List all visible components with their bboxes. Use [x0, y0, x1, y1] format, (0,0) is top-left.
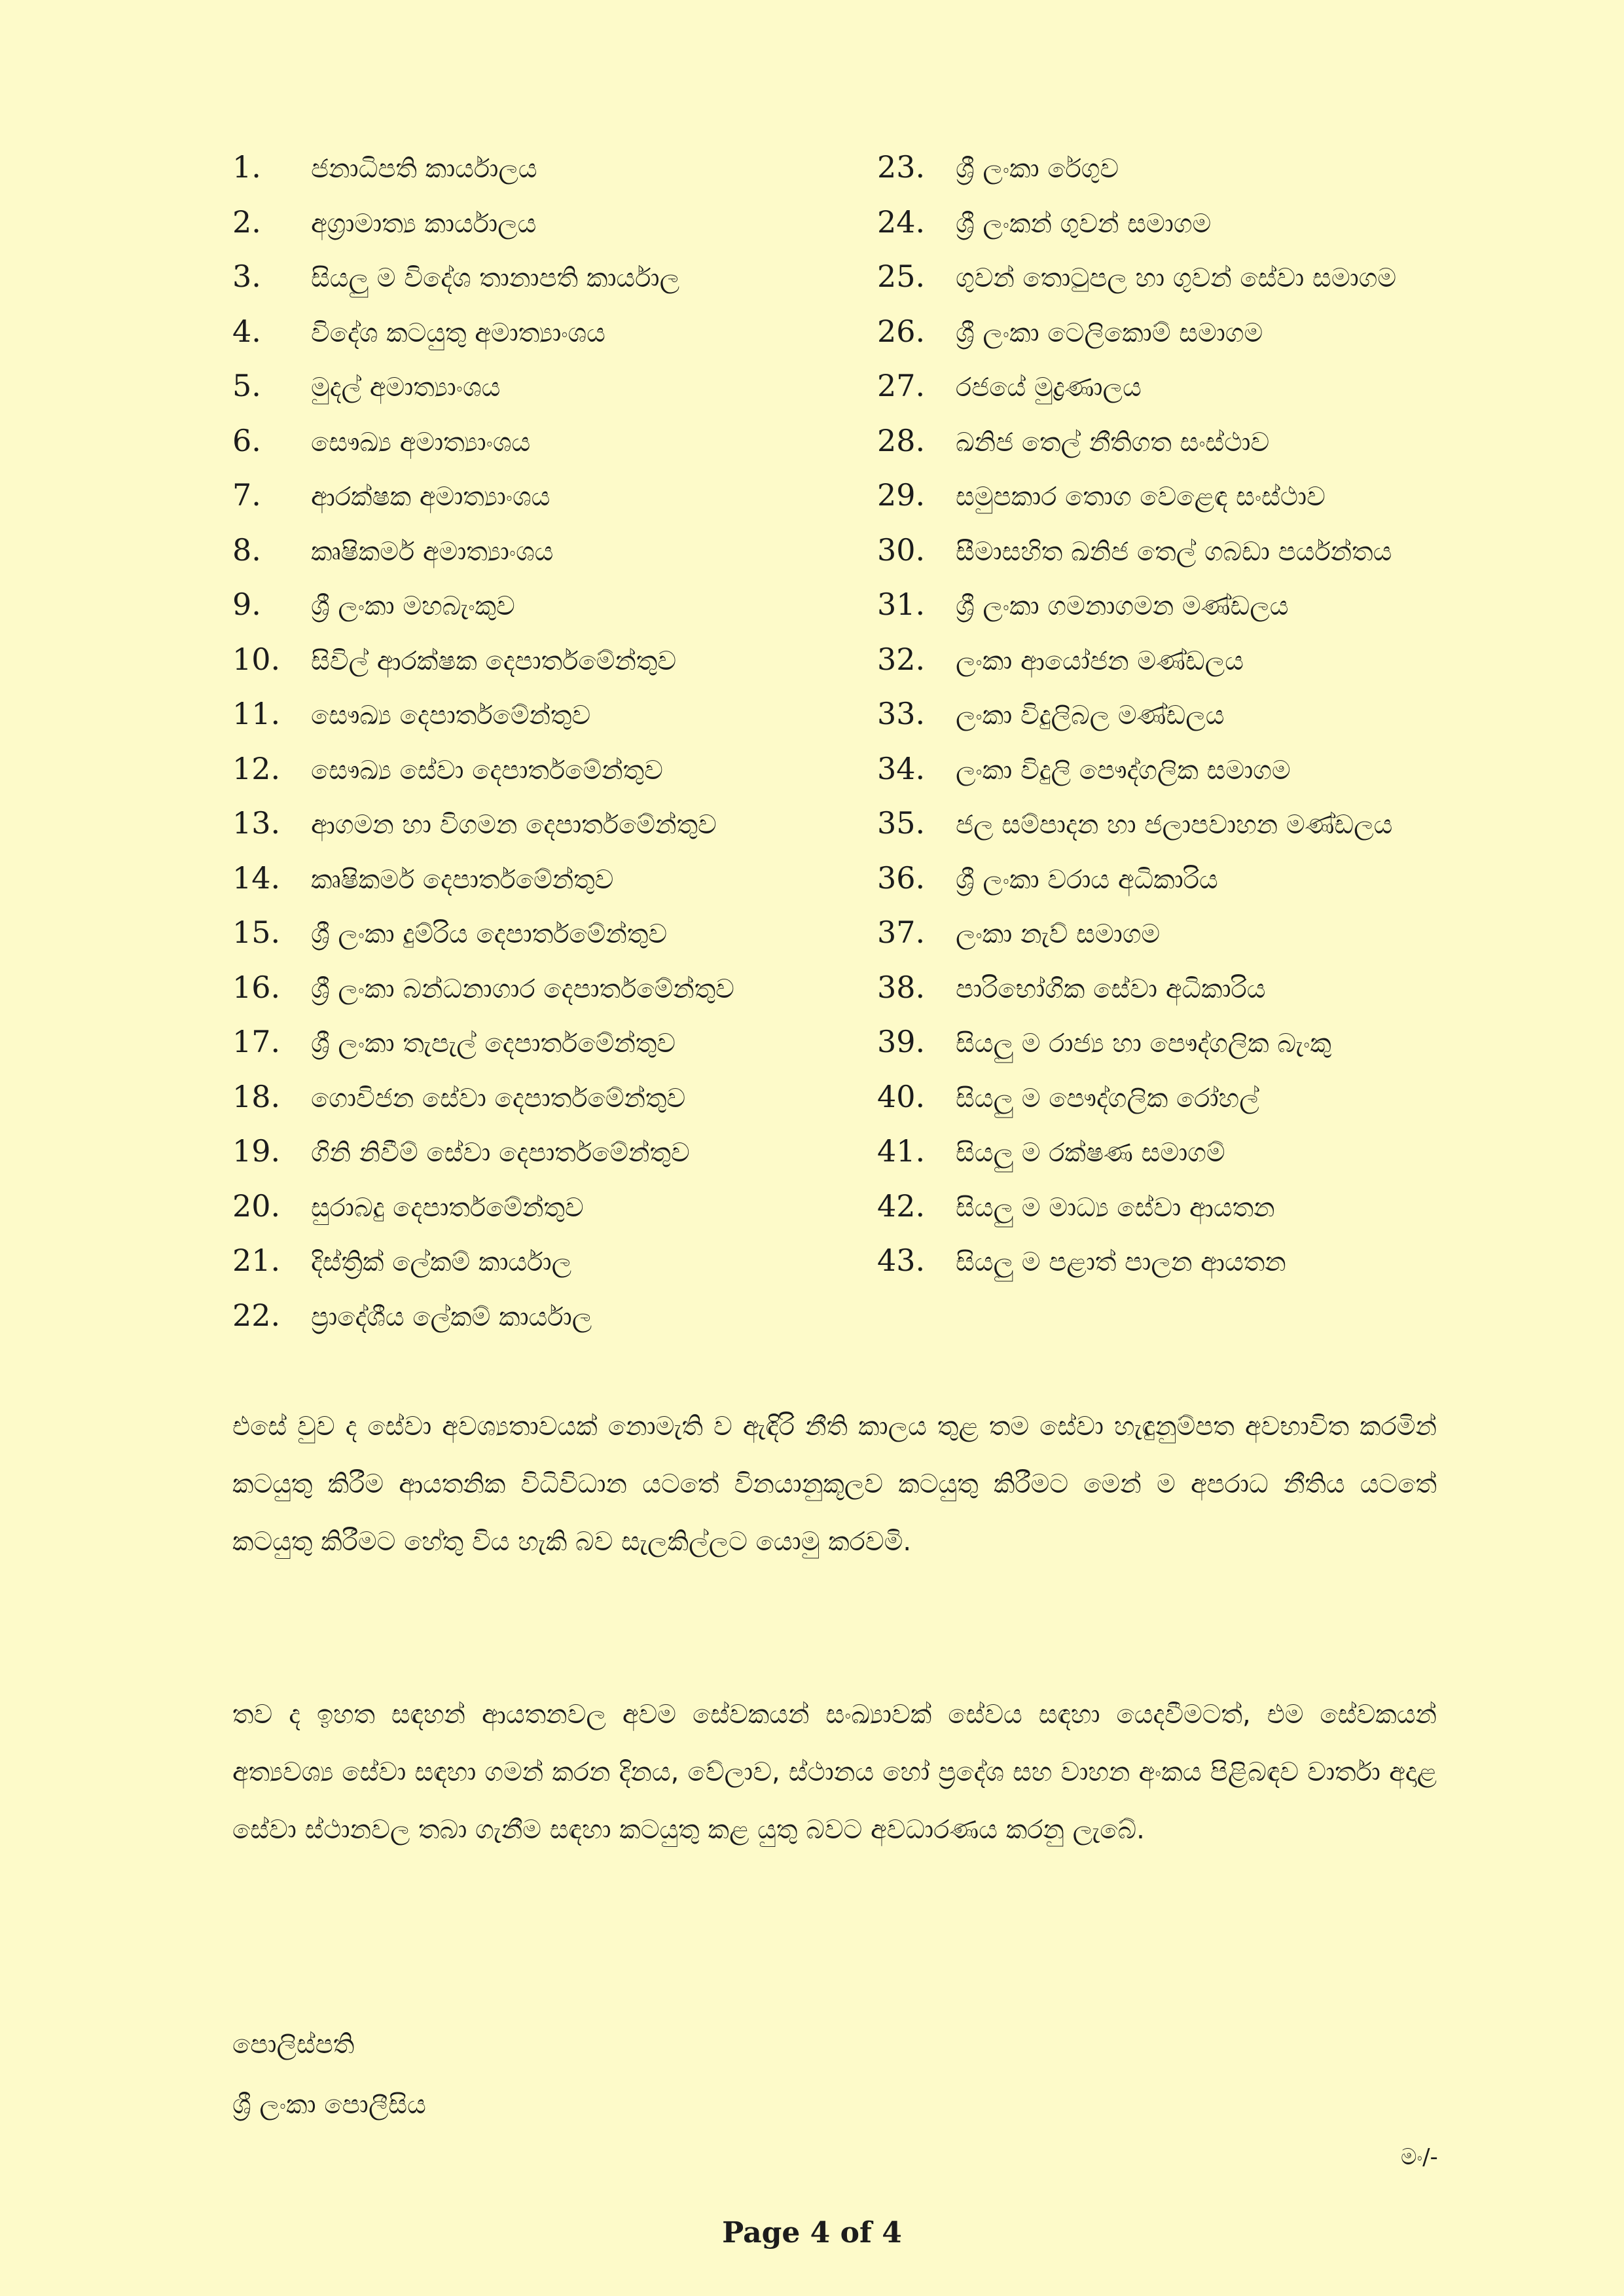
- list-item-text: විදේශ කටයුතු අමාත්‍යාංශය: [311, 318, 605, 348]
- list-item-number: 10.: [232, 641, 281, 677]
- list-item-number: 30.: [877, 532, 926, 568]
- list-item: [877, 805, 1532, 860]
- list-item: [232, 915, 887, 970]
- list-item: [232, 1024, 887, 1079]
- list-item-number: 1.: [232, 149, 261, 185]
- list-item-number: 8.: [232, 532, 261, 568]
- list-item-number: 9.: [232, 587, 261, 622]
- list-item: [877, 204, 1532, 259]
- list-item-number: 7.: [232, 477, 261, 513]
- list-item-text: අග්‍රාමාත්‍ය කාර්යාලය: [311, 208, 537, 239]
- list-item-text: ආගමන හා විගමන දෙපාර්තමේන්තුව: [311, 810, 717, 840]
- list-item-text: ශ්‍රී ලංකා මහබැංකුව: [311, 591, 515, 621]
- list-item: [232, 1188, 887, 1243]
- institution-list-right: [877, 149, 1532, 1298]
- list-item-number: 24.: [877, 204, 926, 240]
- institution-list-left: [232, 149, 887, 1352]
- list-item-number: 12.: [232, 750, 281, 786]
- list-item-text: පාරිභෝගික සේවා අධිකාරිය: [956, 974, 1266, 1004]
- list-item-text: ජල සම්පාදන හා ජලාපවාහන මණ්ඩලය: [956, 810, 1393, 840]
- list-item-text: සෞඛ්‍ය අමාත්‍යාංශය: [311, 427, 531, 458]
- list-item: [877, 1079, 1532, 1134]
- list-item: [877, 314, 1532, 369]
- list-item-text: ශ්‍රී ලංකා වරාය අධිකාරිය: [956, 864, 1218, 895]
- list-item: [877, 751, 1532, 806]
- list-item-number: 39.: [877, 1024, 926, 1059]
- list-item-number: 22.: [232, 1297, 281, 1333]
- list-item-number: 5.: [232, 368, 261, 403]
- list-item-number: 13.: [232, 805, 281, 841]
- list-item-number: 25.: [877, 259, 926, 294]
- list-item: [877, 149, 1532, 204]
- list-item-number: 34.: [877, 750, 926, 786]
- list-item: [232, 149, 887, 204]
- list-item: [232, 532, 887, 587]
- list-item: [877, 477, 1532, 532]
- list-item-text: ගිනි නිවීම් සේවා දෙපාර්තමේන්තුව: [311, 1138, 690, 1168]
- list-item-text: සමුපකාර තොග වෙළෙඳ සංස්ථාව: [956, 482, 1326, 512]
- list-item: [232, 587, 887, 642]
- notice-paragraph-1: එසේ වුව ද සේවා අවශ්‍යතාවයක් නොමැති ව ඇඳිරි නීති කාලය තුළ තම සේවා හැඳුනුම්පත අවභාවිත කරමින් කටයුතු කිරීම ආයතනික විධිවිධාන යටතේ විනයානුකූලව කටයුතු කිරීමට මෙන් ම අපරාධ නීතිය යටතේ කටයුතු කිරීමට හේතු විය හැකි බව සැලකිල්ලට යොමු කරවමි.: [232, 1412, 1437, 1557]
- list-item-text: ශ්‍රී ලංකා ගමනාගමන මණ්ඩලය: [956, 591, 1289, 621]
- list-item: [877, 696, 1532, 751]
- list-item: [877, 642, 1532, 697]
- list-item-text: ශ්‍රී ලංකා දුම්රිය දෙපාර්තමේන්තුව: [311, 919, 668, 949]
- list-item: [232, 204, 887, 259]
- list-item: [232, 860, 887, 915]
- list-item: [877, 1024, 1532, 1079]
- list-item-number: 32.: [877, 641, 926, 677]
- list-item-number: 2.: [232, 204, 261, 240]
- list-item-text: ලංකා නැව් සමාගම: [956, 919, 1161, 949]
- list-item-text: සෞඛ්‍ය දෙපාර්තමේන්තුව: [311, 701, 591, 731]
- list-item: [877, 259, 1532, 314]
- list-item-number: 4.: [232, 313, 261, 349]
- list-item: [877, 1243, 1532, 1298]
- list-item: [232, 642, 887, 697]
- list-item-number: 36.: [877, 860, 926, 896]
- list-item-text: දිස්ත්‍රික් ලේකම් කාර්යාල: [311, 1247, 572, 1277]
- list-item: [877, 1188, 1532, 1243]
- list-item-text: සෞඛ්‍ය සේවා දෙපාර්තමේන්තුව: [311, 755, 663, 786]
- list-item-text: ප්‍රාදේශීය ලේකම් කාර්යාල: [311, 1302, 592, 1332]
- list-item-number: 11.: [232, 696, 281, 731]
- list-item: [232, 423, 887, 478]
- list-item-text: ශ්‍රී ලංකා තැපැල් දෙපාර්තමේන්තුව: [311, 1029, 676, 1059]
- list-item-text: ලංකා විදුලිබල මණ්ඩලය: [956, 701, 1225, 731]
- list-item-number: 6.: [232, 422, 261, 458]
- list-item-number: 3.: [232, 259, 261, 294]
- list-item-text: ලංකා විදුලි පෞද්ගලික සමාගම: [956, 755, 1291, 786]
- list-item: [232, 1133, 887, 1188]
- list-item-number: 23.: [877, 149, 926, 185]
- list-item-text: සියලු ම පෞද්ගලික රෝහල්: [956, 1083, 1259, 1114]
- list-item: [232, 314, 887, 369]
- list-item-text: සියලු ම මාධ්‍ය සේවා ආයතන: [956, 1192, 1275, 1223]
- list-item-number: 21.: [232, 1243, 281, 1278]
- list-item-number: 27.: [877, 368, 926, 403]
- list-item-number: 35.: [877, 805, 926, 841]
- list-item-text: ජනාධිපති කාර්යාලය: [311, 154, 537, 184]
- initials-mark: මං/-: [1401, 2144, 1438, 2170]
- list-item-text: ශ්‍රී ලංකන් ගුවන් සමාගම: [956, 208, 1212, 239]
- list-item-text: සීමාසහිත ඛනිජ තෙල් ගබඩා පර්යන්තය: [956, 536, 1392, 567]
- list-item-number: 14.: [232, 860, 281, 896]
- signatory-title: පොලිස්පති: [232, 2030, 355, 2060]
- list-item: [232, 970, 887, 1025]
- list-item-number: 16.: [232, 969, 281, 1005]
- list-item-text: ලංකා ආයෝජන මණ්ඩලය: [956, 646, 1244, 676]
- list-item-text: ශ්‍රී ලංකා ටෙලිකොම් සමාගම: [956, 318, 1263, 348]
- list-item-text: ඛනිජ තෙල් නීතිගත සංස්ථාව: [956, 427, 1270, 458]
- list-item: [877, 368, 1532, 423]
- list-item-text: කෘෂිකර්ම දෙපාර්තමේන්තුව: [311, 864, 614, 895]
- list-item: [877, 532, 1532, 587]
- list-item-number: 37.: [877, 915, 926, 950]
- list-item-text: ආරක්ෂක අමාත්‍යාංශය: [311, 482, 550, 512]
- list-item-number: 28.: [877, 422, 926, 458]
- list-item: [877, 970, 1532, 1025]
- list-item-number: 33.: [877, 696, 926, 731]
- list-item: [877, 915, 1532, 970]
- signatory-organization: ශ්‍රී ලංකා පොලීසිය: [232, 2090, 426, 2120]
- list-item: [232, 259, 887, 314]
- list-item: [232, 1079, 887, 1134]
- page-number-footer: Page 4 of 4: [722, 2216, 902, 2250]
- list-item-text: සියලු ම රාජ්‍ය හා පෞද්ගලික බැංකු: [956, 1029, 1331, 1059]
- list-item: [877, 423, 1532, 478]
- list-item-text: ශ්‍රී ලංකා රේගුව: [956, 154, 1119, 184]
- list-item-number: 38.: [877, 969, 926, 1005]
- list-item: [232, 368, 887, 423]
- list-item-number: 42.: [877, 1188, 926, 1224]
- list-item-text: ශ්‍රී ලංකා බන්ධනාගාර දෙපාර්තමේන්තුව: [311, 974, 734, 1004]
- list-item: [232, 696, 887, 751]
- list-item-number: 40.: [877, 1078, 926, 1114]
- list-item-number: 31.: [877, 587, 926, 622]
- list-item-text: සිවිල් ආරක්ෂක දෙපාර්තමේන්තුව: [311, 646, 677, 676]
- list-item-number: 17.: [232, 1024, 281, 1059]
- list-item-number: 15.: [232, 915, 281, 950]
- list-item-text: රජයේ මුද්‍රණාලය: [956, 373, 1142, 403]
- list-item-number: 18.: [232, 1078, 281, 1114]
- list-item-text: කෘෂිකර්ම අමාත්‍යාංශය: [311, 536, 554, 567]
- list-item-number: 26.: [877, 313, 926, 349]
- list-item-number: 19.: [232, 1133, 281, 1169]
- list-item-number: 43.: [877, 1243, 926, 1278]
- list-item: [877, 1133, 1532, 1188]
- notice-paragraph-2: තව ද ඉහත සඳහන් ආයතනවල අවම සේවකයන් සංඛ්‍යාවක් සේවය සඳහා යෙදවීමටත්, එම සේවකයන් අත්‍යවශ්‍ය සේවා සඳහා ගමන් කරන දිනය, වේලාව, ස්ථානය හෝ ප්‍රදේශ සහ වාහන අංකය පිළිබඳව වාර්තා අදාළ සේවා ස්ථානවල තබා ගැනීම සඳහා කටයුතු කළ යුතු බවට අවධාරණය කරනු ලැබේ.: [232, 1700, 1437, 1845]
- list-item-text: සියලු ම විදේශ තානාපති කාර්යාල: [311, 263, 680, 293]
- list-item: [232, 1298, 887, 1353]
- list-item-text: සුරාබදු දෙපාර්තමේන්තුව: [311, 1192, 584, 1223]
- list-item-text: මුදල් අමාත්‍යාංශය: [311, 373, 501, 403]
- list-item-number: 41.: [877, 1133, 926, 1169]
- list-item-number: 29.: [877, 477, 926, 513]
- list-item-number: 20.: [232, 1188, 281, 1224]
- list-item: [232, 751, 887, 806]
- list-item: [232, 477, 887, 532]
- list-item-text: ගොවිජන සේවා දෙපාර්තමේන්තුව: [311, 1083, 686, 1114]
- list-item: [877, 587, 1532, 642]
- list-item: [232, 1243, 887, 1298]
- list-item-text: සියලු ම රක්ෂණ සමාගම්: [956, 1138, 1225, 1168]
- list-item: [232, 805, 887, 860]
- list-item: [877, 860, 1532, 915]
- list-item-text: සියලු ම පළාත් පාලන ආයතන: [956, 1247, 1286, 1277]
- list-item-text: ගුවන් තොටුපල හා ගුවන් සේවා සමාගම: [956, 263, 1397, 293]
